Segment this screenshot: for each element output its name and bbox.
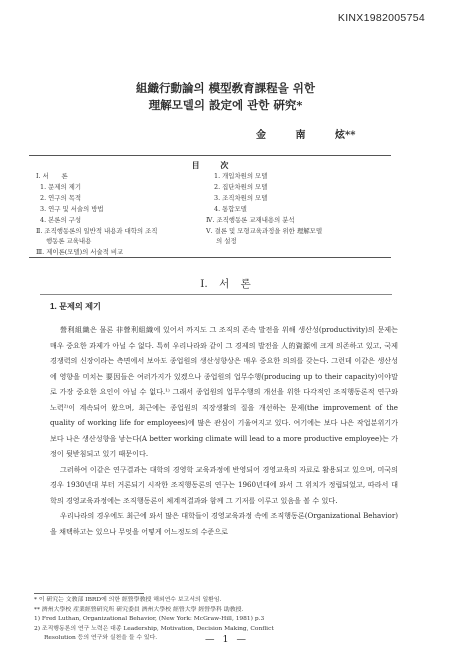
toc-entry: Ⅳ. 조직행동론 교재내용의 분석 [206,216,295,224]
paper-title-line-1: 組織行動論의 模型敎育課程을 위한 [136,81,315,95]
toc-entry: 1. 문제의 제기 [40,183,82,191]
toc-entry: 의 설정 [216,237,237,245]
toc-entry: 3. 조직차원의 모델 [214,194,268,202]
toc-entry: 4. 본론의 구성 [40,216,82,224]
toc-top-rule [29,155,391,156]
toc-entry: 4. 통합모델 [214,205,247,213]
paper-title-line-2: 理解모델의 設定에 관한 硏究* [148,98,303,112]
section-rule [40,294,392,295]
toc-entry: Ⅴ. 결론 및 모형교육과정을 위한 理解모델 [206,227,323,235]
toc-entry: 행동론 교육내용 [46,237,92,245]
body-paragraph: 우리나라의 경우에도 최근에 와서 많은 대학들이 경영교육과정 속에 조직행동론(Organizational Behavior)을 채택하고는 있으나 무엇을 어떻게 어느정도의 수준으로 [50,511,398,536]
footnote: ** 濟州大學校 産業經營硏究所 硏究委員 濟州大學校 經營大學 經營學科 助敎授. [34,606,244,613]
toc-heading: 目 次 [191,160,229,170]
body-text [50,322,398,539]
footnote: * 이 硏究는 文敎部 IBRD에 의한 經營學敎授 해외연수 보고서의 일환임. [34,597,222,603]
section-heading: Ⅰ. 서 론 [200,278,251,290]
toc-entry: Ⅲ. 제이론(모델)의 서술적 비교 [36,248,124,256]
toc-entry: Ⅰ. 서 론 [36,172,68,180]
page-number: — 1 — [204,634,247,645]
toc-entry: Ⅱ. 조직행동론의 일반적 내용과 대학의 조직 [36,227,158,235]
subsection-heading: 1. 문제의 제기 [50,302,101,311]
footnote: 2) 조직행동론의 연구 노력은 대종 Leadership, Motivation, Decision Making, Conflict [34,625,274,632]
toc-entry: 2. 집단차원의 모델 [214,183,268,191]
footnote: Resolution 등의 연구와 실천을 들 수 있다. [44,635,158,642]
body-paragraph: 營利組織은 물론 非營利組織에 있어서 까지도 그 조직의 존속 발전을 위해 생산성(productivity)의 문제는 매우 중요한 과제가 아닐 수 없다. 특히 우리나라와 같이 그 경제의 발전을 人的資源에 크게 의존하고 있고, 국제경쟁력의 신장이라는 측면에서 보아도 종업원의 생산성향상은 매우 중요한 의의를 갖는다. 그런데 이같은 생산성에 영향을 미치는 要因들은 여러가지가 있겠으나 종업원의 업무수행(producing up to their capacity)이야말로 가장 중요한 요인이 아닐 수 없다.¹⁾ 그래서 종업원의 업무수행의 개선을 위한 다각적인 조직행동론적 연구와 노력²⁾이 계속되어 왔으며, 최근에는 종업원의 직장생활의 질을 개선하는 문제(the improvement of the quality of working life for employees)에 많은 관심이 기울여지고 있다. 여기에는 보다 나은 작업분위기가 보다 나은 생산성향을 낳는다(A better working climate will lead to a more productive employee)는 가정이 뒷받침되고 있기 때문이다. [50,325,398,458]
footnote: 1) Fred Luthan, Organizational Behavior, (New York: McGraw-Hill, 1981) p.3 [34,616,265,623]
toc-entry: 3. 연구 및 서술의 방법 [40,205,104,213]
toc-bottom-rule [29,257,391,258]
document-id: KINX1982005754 [337,12,425,24]
toc-entry: 2. 연구의 목적 [40,194,82,202]
author-name: 金 南 炫** [256,130,356,141]
toc-entry: 1. 개입차원의 모델 [214,172,268,180]
body-paragraph: 그러하여 이같은 연구결과는 대학의 경영학 교육과정에 반영되어 경영교육의 자료로 활용되고 있으며, 미국의 경우 1930년대 부터 거론되기 시작한 조직행동론의 연구는 1960년대에 와서 그 위치가 정립되었고, 따라서 대학의 경영교육과정에는 조직행동론이 체계적결과와 함께 그 기저를 이루고 있음을 볼 수 있다. [50,464,398,505]
footnote-rule [34,593,144,594]
